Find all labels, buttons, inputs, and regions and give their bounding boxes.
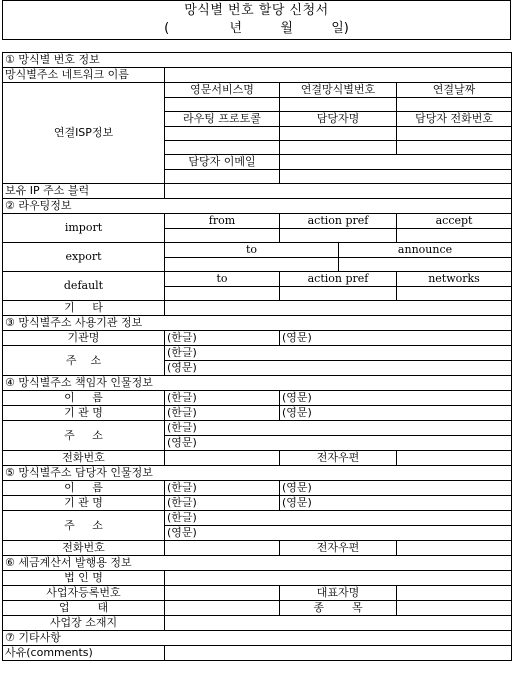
contact-name-header: 담당자명 (280, 112, 397, 127)
user-org-name-english[interactable]: (영문) (280, 331, 512, 346)
form-title: 망식별 번호 할당 신청서 (184, 3, 329, 18)
biz-type-label: 업 태 (3, 601, 165, 616)
user-org-address-korean[interactable]: (한글) (165, 346, 512, 361)
tech-name-label: 이 름 (3, 481, 165, 496)
application-form-table (2, 52, 512, 661)
default-to-header: to (165, 272, 280, 287)
user-org-address-label: 주 소 (3, 346, 165, 376)
date-open-paren: ( (164, 21, 170, 36)
biz-address-field[interactable] (165, 616, 512, 631)
network-name-field[interactable] (165, 68, 512, 83)
user-org-address-english[interactable]: (영문) (165, 361, 512, 376)
biz-item-label: 종 목 (280, 601, 397, 616)
form-date-line (3, 21, 510, 37)
corp-name-field[interactable] (165, 571, 512, 586)
default-networks-field[interactable] (397, 287, 512, 301)
routing-etc-field[interactable] (165, 301, 512, 316)
export-to-header: to (165, 243, 339, 258)
form-title-box (2, 0, 511, 40)
reason-field[interactable] (165, 646, 512, 661)
admin-address-korean[interactable]: (한글) (165, 421, 512, 436)
user-org-name-korean[interactable]: (한글) (165, 331, 280, 346)
tech-org-korean[interactable]: (한글) (165, 496, 280, 511)
section-6-header: ⑥ 세금계산서 발행용 정보 (3, 556, 512, 571)
conn-date-field[interactable] (397, 98, 512, 112)
default-networks-header: networks (397, 272, 512, 287)
import-from-field[interactable] (165, 229, 280, 243)
date-month-label: 월 (280, 21, 293, 36)
routing-protocol-header: 라우팅 프로토콜 (165, 112, 280, 127)
ip-block-field[interactable] (165, 184, 512, 199)
admin-phone-label: 전화번호 (3, 451, 165, 466)
export-announce-field[interactable] (339, 258, 512, 272)
routing-protocol-field[interactable] (165, 127, 280, 141)
contact-phone-header: 담당자 전화번호 (397, 112, 512, 127)
reason-label: 사유(comments) (3, 646, 165, 661)
admin-email-label: 전자우편 (280, 451, 397, 466)
import-action-field[interactable] (280, 229, 397, 243)
routing-protocol-field-2[interactable] (165, 141, 280, 155)
tech-phone-field[interactable] (165, 541, 280, 556)
contact-email-field[interactable] (280, 155, 512, 170)
contact-name-field-2[interactable] (280, 141, 397, 155)
admin-address-label: 주 소 (3, 421, 165, 451)
admin-email-field[interactable] (397, 451, 512, 466)
tech-address-label: 주 소 (3, 511, 165, 541)
section-5-header: ⑤ 망식별주소 담당자 인물정보 (3, 466, 512, 481)
default-label: default (3, 272, 165, 301)
contact-email-header: 담당자 이메일 (165, 155, 280, 170)
representative-field[interactable] (397, 586, 512, 601)
admin-org-label: 기 관 명 (3, 406, 165, 421)
export-to-field[interactable] (165, 258, 339, 272)
export-label: export (3, 243, 165, 272)
section-4-header: ④ 망식별주소 책임자 인물정보 (3, 376, 512, 391)
default-action-field[interactable] (280, 287, 397, 301)
tech-email-label: 전자우편 (280, 541, 397, 556)
conn-asn-header: 연결망식별번호 (280, 83, 397, 98)
network-name-label: 망식별주소 네트워크 이름 (3, 68, 165, 83)
tech-org-english[interactable]: (영문) (280, 496, 512, 511)
conn-date-header: 연결날짜 (397, 83, 512, 98)
export-announce-header: announce (339, 243, 512, 258)
date-day-label: 일) (331, 21, 349, 36)
admin-org-english[interactable]: (영문) (280, 406, 512, 421)
tech-name-english[interactable]: (영문) (280, 481, 512, 496)
tech-name-korean[interactable]: (한글) (165, 481, 280, 496)
import-action-header: action pref (280, 214, 397, 229)
admin-org-korean[interactable]: (한글) (165, 406, 280, 421)
biz-address-label: 사업장 소재지 (3, 616, 165, 631)
corp-name-label: 법 인 명 (3, 571, 165, 586)
tech-address-korean[interactable]: (한글) (165, 511, 512, 526)
ip-block-label: 보유 IP 주소 블럭 (3, 184, 165, 199)
admin-phone-field[interactable] (165, 451, 280, 466)
contact-email-field-2[interactable] (165, 170, 280, 184)
tech-address-english[interactable]: (영문) (165, 526, 512, 541)
user-org-name-label: 기관명 (3, 331, 165, 346)
section-3-header: ③ 망식별주소 사용기관 정보 (3, 316, 512, 331)
service-name-header: 영문서비스명 (165, 83, 280, 98)
section-1-header: ① 망식별 번호 정보 (3, 53, 512, 68)
admin-address-english[interactable]: (영문) (165, 436, 512, 451)
service-name-field[interactable] (165, 98, 280, 112)
representative-label: 대표자명 (280, 586, 397, 601)
date-year-label: 년 (229, 21, 243, 36)
admin-name-label: 이 름 (3, 391, 165, 406)
admin-name-korean[interactable]: (한글) (165, 391, 280, 406)
tech-phone-label: 전화번호 (3, 541, 165, 556)
contact-name-field[interactable] (280, 127, 397, 141)
conn-asn-field[interactable] (280, 98, 397, 112)
import-from-header: from (165, 214, 280, 229)
default-action-header: action pref (280, 272, 397, 287)
contact-phone-field[interactable] (397, 127, 512, 141)
tech-email-field[interactable] (397, 541, 512, 556)
import-accept-header: accept (397, 214, 512, 229)
contact-email-field-3[interactable] (280, 170, 512, 184)
routing-etc-label: 기 타 (3, 301, 165, 316)
contact-phone-field-2[interactable] (397, 141, 512, 155)
section-2-header: ② 라우팅정보 (3, 199, 512, 214)
default-to-field[interactable] (165, 287, 280, 301)
section-7-header: ⑦ 기타사항 (3, 631, 512, 646)
biz-type-field[interactable] (165, 601, 280, 616)
admin-name-english[interactable]: (영문) (280, 391, 512, 406)
tech-org-label: 기 관 명 (3, 496, 165, 511)
biz-item-field[interactable] (397, 601, 512, 616)
isp-info-label: 연결ISP정보 (3, 83, 165, 184)
import-accept-field[interactable] (397, 229, 512, 243)
biz-reg-no-label: 사업자등록번호 (3, 586, 165, 601)
import-label: import (3, 214, 165, 243)
biz-reg-no-field[interactable] (165, 586, 280, 601)
